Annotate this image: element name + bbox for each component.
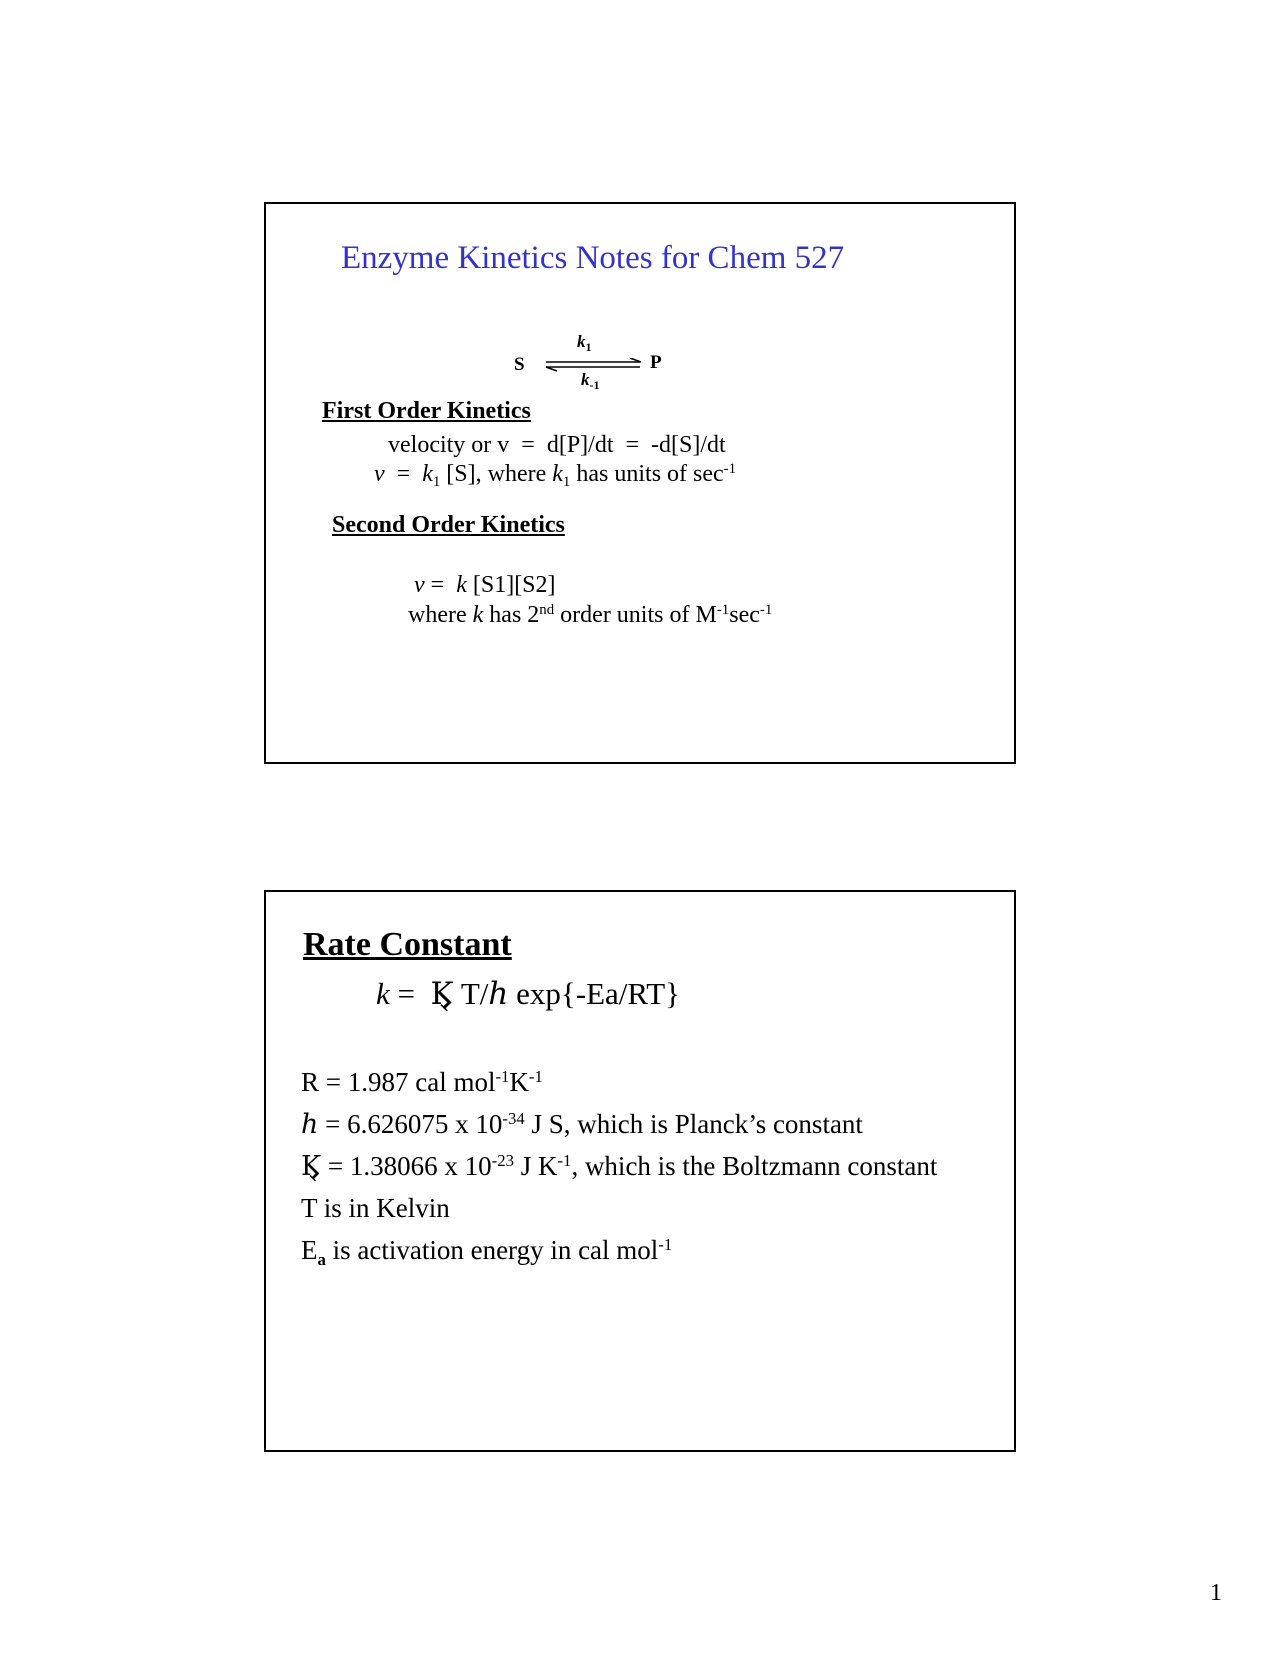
gas-constant-line: R = 1.987 cal $mol^{-1}K^{-1}$ — [301, 1066, 543, 1097]
forward-rate-label: $k_1$ — [577, 332, 592, 355]
slide-2 — [264, 890, 1016, 1452]
second-order-heading: Second Order Kinetics — [332, 512, 565, 538]
reverse-rate-label: $k_{-1}$ — [581, 370, 600, 393]
first-order-rate-law: $v = k_1$ [S], where $k_1$ has units of $\sec^{-1}$ — [374, 460, 737, 491]
velocity-definition: velocity or v = d[P]/dt = -d[S]/dt — [388, 432, 726, 458]
substrate-label: S — [514, 354, 525, 375]
planck-constant-line: ℎ = 6.626075 x $10^{-34}$ J S, which is Planck’s constant — [301, 1108, 863, 1139]
second-order-units: where k has 2nd order units of $M^{-1}\sec^{-1}$ — [408, 601, 773, 628]
page-number: 1 — [1210, 1580, 1222, 1606]
slide-title: Enzyme Kinetics Notes for Chem 527 — [341, 240, 845, 276]
first-order-heading: First Order Kinetics — [322, 398, 531, 424]
boltzmann-constant-line: Ϗ = 1.38066 x $10^{-23}$ J $K^{-1}$, which is the Boltzmann constant — [301, 1150, 938, 1181]
rate-constant-heading: Rate Constant — [303, 926, 512, 963]
kelvin-line: T is in Kelvin — [301, 1193, 450, 1223]
reaction-scheme — [514, 332, 684, 402]
activation-energy-line: $E_a$ is activation energy in cal mol$^{-1}$ — [301, 1234, 673, 1269]
slide-1 — [264, 202, 1016, 764]
second-order-rate-law: v = k [S1][S2] — [414, 572, 556, 598]
product-label: P — [650, 352, 662, 373]
rate-constant-equation: k = Ϗ T/ℎ exp{-Ea/RT} — [376, 976, 681, 1011]
